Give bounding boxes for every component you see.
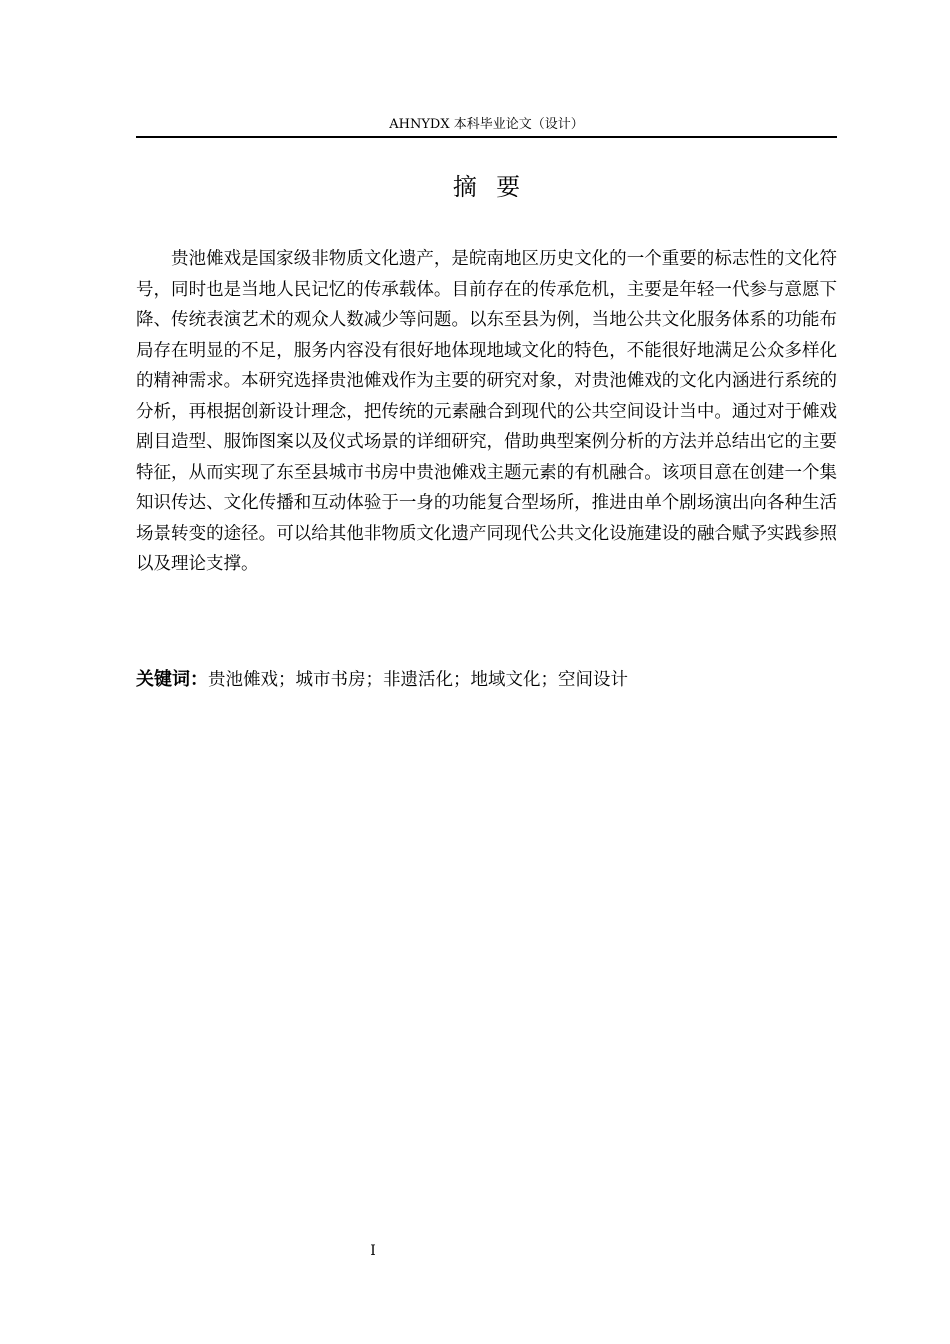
abstract-body: 贵池傩戏是国家级非物质文化遗产，是皖南地区历史文化的一个重要的标志性的文化符号，同时也是当地人民记忆的传承载体。目前存在的传承危机，主要是年轻一代参与意愿下降、传统表演艺术的观众人数减少等问题。以东至县为例，当地公共文化服务体系的功能布局存在明显的不足，服务内容没有很好地体现地域文化的特色，不能很好地满足公众多样化的精神需求。本研究选择贵池傩戏作为主要的研究对象，对贵池傩戏的文化内涵进行系统的分析，再根据创新设计理念，把传统的元素融合到现代的公共空间设计当中。通过对于傩戏剧目造型、服饰图案以及仪式场景的详细研究，借助典型案例分析的方法并总结出它的主要特征，从而实现了东至县城市书房中贵池傩戏主题元素的有机融合。该项目意在创建一个集知识传达、文化传播和互动体验于一身的功能复合型场所，推进由单个剧场演出向各种生活场景转变的途径。可以给其他非物质文化遗产同现代公共文化设施建设的融合赋予实践参照以及理论支撑。 [136,249,837,574]
keywords-line [136,665,837,695]
page-number: I [370,1243,376,1259]
keywords-text: 贵池傩戏；城市书房；非遗活化；地域文化；空间设计 [208,670,628,690]
header-rule [136,136,837,138]
running-header: AHNYDX 本科毕业论文（设计） [389,117,584,132]
abstract-title: 摘要 [452,173,540,201]
keywords-label: 关键词： [136,669,208,690]
